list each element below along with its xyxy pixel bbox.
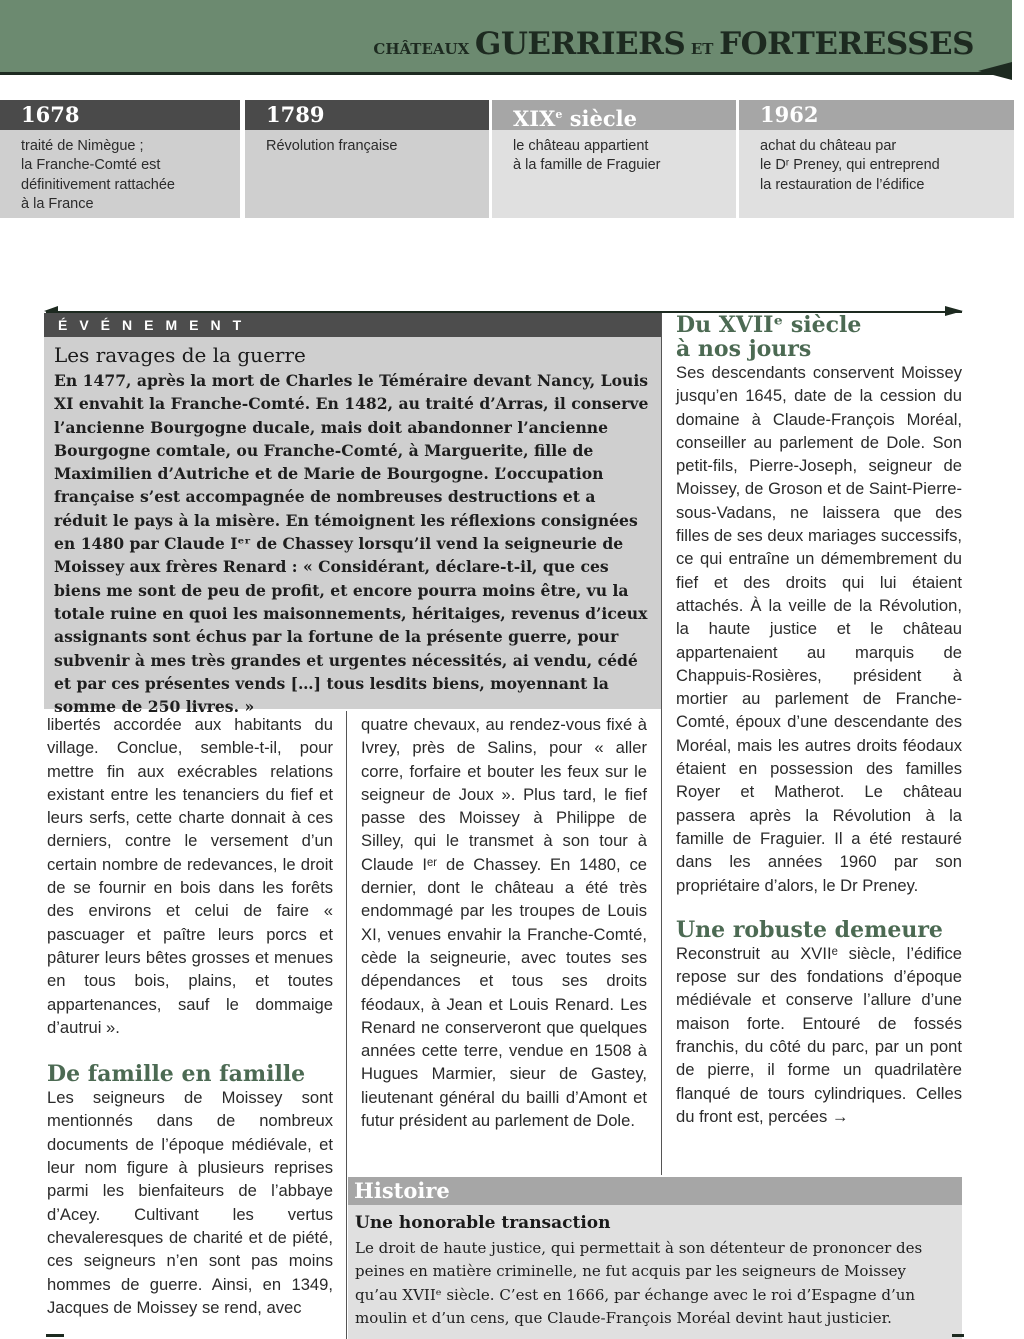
continue-arrow-icon: → — [831, 1106, 849, 1126]
timeline-text: le château appartient à la famille de Fraguier — [492, 130, 736, 218]
paragraph: Les seigneurs de Moissey sont mentionnés dans de nombreux documents de l’époque médiévale, et leur nom figure à plusieurs reprises parmi les bienfaiteurs de l’abbaye d’Acey. Cultivant les vertus chevaleresques de charité et de piété, ces seigneurs n’en sont pas moins hommes de guerre. Ainsi, en 1349, Jacques de Moissey se rend, avec — [47, 1088, 333, 1317]
timeline-text: achat du château par le Dʳ Preney, qui entreprend la restauration de l’édifice — [739, 130, 1014, 218]
event-title: Les ravages de la guerre — [54, 343, 306, 367]
timeline-entry-1678 — [0, 100, 240, 218]
column-right — [676, 313, 962, 1128]
paragraph: quatre chevaux, au rendez-vous fixé à Ivrey, près de Salins, pour « aller corre, forfaire et bouter les feux sur le seigneur de Joux ». Plus tard, le fief passe des Moissey à Philippe de Silley, qui le transmet à son tour à Claude Iᵉʳ de Chassey. En 1480, ce dernier, dont le château a été très endommagé par les troupes de Louis XI, venues envahir la Franche-Comté, cède la seigneurie, avec toutes ses dépendances et tous ses droits féodaux, à Jean et Louis Renard. Les Renard ne conserveront que quelques années cette terre, vendue en 1508 à Hugues Marmier, sieur de Gastey, lieutenant général du bailli d’Amont et futur président au parlement de Dole. — [361, 715, 647, 1131]
header-title: CHÂTEAUX GUERRIERS ET FORTERESSES — [373, 26, 974, 62]
bottom-rule-left — [46, 1334, 64, 1337]
header-rule — [0, 72, 1012, 75]
timeline-year: XIXe siècle — [492, 100, 736, 130]
subheading-robuste-demeure: Une robuste demeure — [676, 916, 943, 943]
timeline-text: traité de Nimègue ; la Franche-Comté est définitivement rattachée à la France — [0, 130, 240, 218]
timeline-year: 1962 — [739, 100, 1014, 130]
timeline — [0, 100, 1014, 218]
paragraph: libertés accordée aux habitants du village. Conclue, semble-t-il, pour mettre fin aux exécrables relations existant entre les tenanciers du fief et leurs serfs, cette charte donnait à ces derniers, contre le versement d’un certain nombre de redevances, le droit de se fournir en bois dans les forêts des environs et celui de faire « pascuager et paître leurs porcs et pâturer leurs bêtes grosses et menues en tous bois, plains, et toutes appartenances, sauf le dommaige d’autrui ». — [47, 715, 333, 1037]
column-divider — [346, 711, 347, 1339]
column-left — [47, 713, 333, 1319]
event-tag: ÉVÉNEMENT — [44, 313, 662, 337]
timeline-entry-1962 — [739, 100, 1014, 218]
histoire-body: Le droit de haute justice, qui permettait à son détenteur de prononcer des peines en matière criminelle, ne fut acquis par les seigneurs de Moissey qu’au XVIIᵉ siècle. C’est en 1666, par échange avec le roi d’Espagne d’un moulin et d’un cens, que Claude-François Moréal devint haut justicier. — [355, 1239, 923, 1327]
event-body: En 1477, après la mort de Charles le Téméraire devant Nancy, Louis XI envahit la Franche-Comté. En 1482, au traité d’Arras, il conserve l’ancienne Bourgogne ducale, mais doit abandonner l’ancienne Bourgogne comtale, ou Franche-Comté, à Marguerite, fille de Maximilien d’Autriche et de Marie de Bourgogne. L’occupation française s’est accompagnée de nombreuses destructions et a réduit le pays à la misère. En témoignent les réflexions consignées en 1480 par Claude Iᵉʳ de Chassey lorsqu’il vend la seigneurie de Moissey aux frères Renard : « Considérant, déclare-t-il, que ces biens me sont de peu de profit, et encore pourra moins être, vu la totale ruine en quoi les maisonnements, héritaiges, revenus d’iceux assignants sont échus par la fortune de la présente guerre, pour subvenir à mes très grandes et urgentes nécessités, ai vendu, cédé et par ces présentes vends […] tous lesdits biens, moyennant la somme de 250 livres. » — [54, 371, 649, 717]
bottom-rule-right — [952, 1334, 964, 1337]
timeline-text: Révolution française — [245, 130, 489, 218]
subheading-famille: De famille en famille — [47, 1061, 306, 1088]
column-middle — [361, 713, 647, 1132]
timeline-year: 1678 — [0, 100, 240, 130]
histoire-box — [348, 1177, 962, 1339]
column-divider — [661, 313, 662, 1175]
header-banner — [0, 0, 1012, 72]
timeline-year: 1789 — [245, 100, 489, 130]
timeline-entry-1789 — [245, 100, 489, 218]
paragraph: Ses descendants conservent Moissey jusqu’en 1645, date de la cession du domaine à Claude-François Moréal, conseiller au parlement de Dole. Son petit-fils, Pierre-Joseph, seigneur de Moissey, de Groson et de Saint-Pierre-sous-Vadans, ne laissera que des filles de ses deux mariages successifs, ce qui entraîne un démembrement du fief et des droits qui lui étaient attachés. À la veille de la Révolution, la haute justice et le château appartenaient au marquis de Chappuis-Rosières, président à mortier au parlement de Franche-Comté, époux d’une descendante des Moréal, mais les autres droits féodaux étaient en possession des familles Royer et Matherot. Le château passera après la Révolution à la famille de Fraguier. Il a été restauré dans les années 1960 par son propriétaire d’alors, le Dr Preney. — [676, 363, 962, 895]
histoire-title: Une honorable transaction — [355, 1213, 611, 1233]
event-box — [44, 313, 662, 717]
paragraph: Reconstruit au XVIIᵉ siècle, l’édifice repose sur des fondations d’époque médiévale et conserve l’allure d’une maison forte. Entouré de fossés franchis, du côté du parc, par un pont de pierre, il forme un quadrilatère flanqué de tours cylindriques. Celles du front est, percées → — [676, 943, 962, 1126]
timeline-entry-xix — [492, 100, 736, 218]
histoire-tag: Histoire — [348, 1177, 962, 1205]
subheading-du-xviie-siecle: Du XVIIᵉ siècle à nos jours — [676, 312, 862, 362]
header-arrow-icon — [978, 62, 1012, 80]
